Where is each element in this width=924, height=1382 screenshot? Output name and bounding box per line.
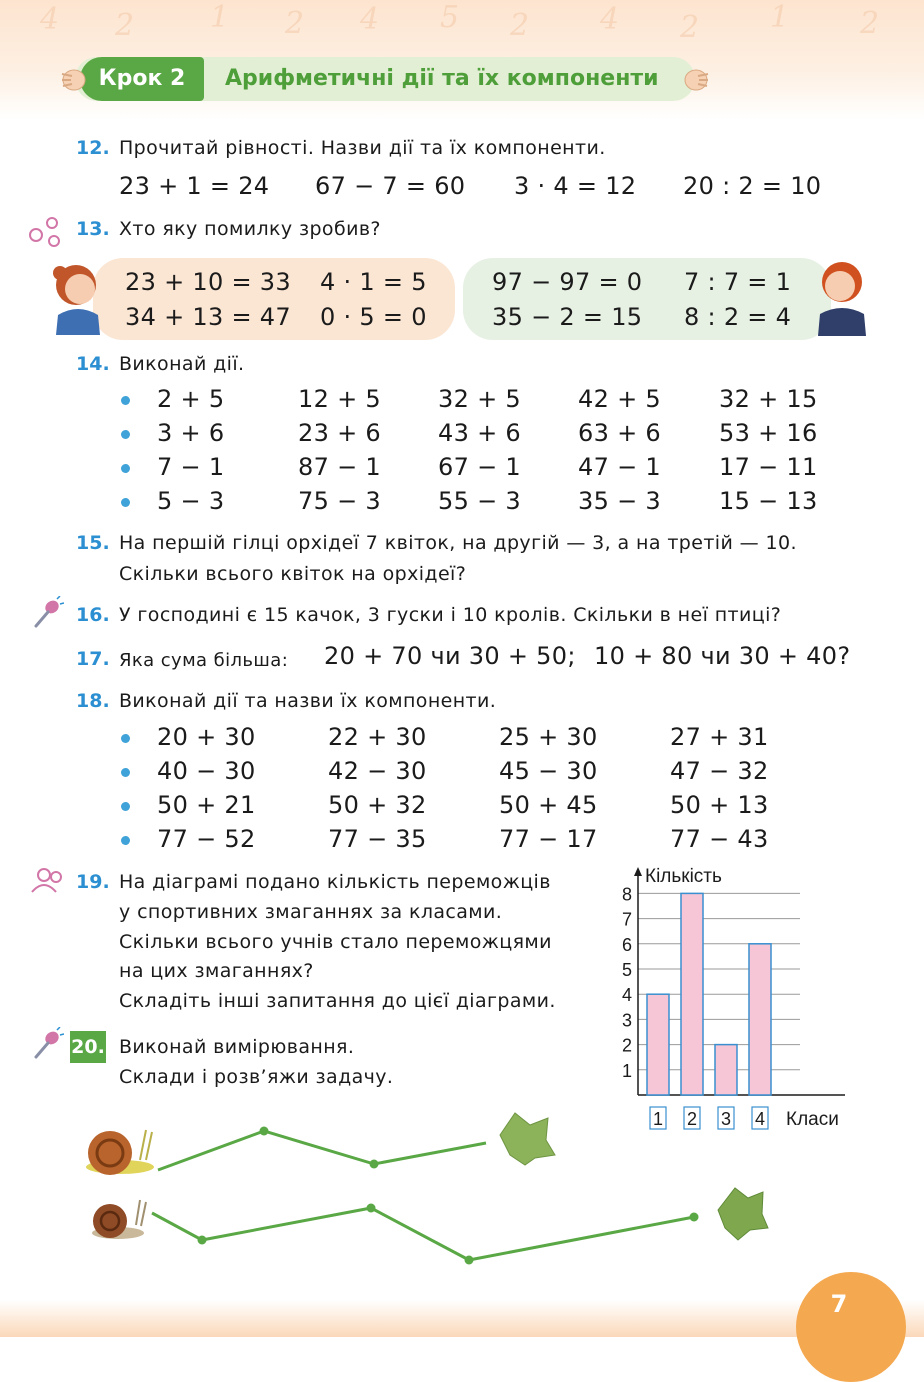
section-title: Арифметичні дії та їх компоненти <box>225 66 659 91</box>
exercise-expression: 35 − 3 <box>578 487 661 515</box>
task-number: 16. <box>76 604 110 626</box>
task-text: Виконай вимірювання. <box>119 1036 355 1058</box>
exercise-expression: 23 + 6 <box>298 419 381 447</box>
exercise-expression: 50 + 45 <box>499 791 598 819</box>
exercise-expression: 2 + 5 <box>157 385 225 413</box>
equation: 20 : 2 = 10 <box>683 172 822 200</box>
exercise-expression: 32 + 5 <box>438 385 521 413</box>
exercise-expression: 40 − 30 <box>157 757 256 785</box>
task-number: 14. <box>76 353 110 375</box>
exercise-expression: 5 − 3 <box>157 487 225 515</box>
exercise-expression: 43 + 6 <box>438 419 521 447</box>
equation: 3 · 4 = 12 <box>514 172 637 200</box>
bg-decoration: 5 <box>440 0 460 35</box>
task-number: 13. <box>76 218 110 240</box>
exercise-expression: 20 + 30 <box>157 723 256 751</box>
x-axis-label: Класи <box>786 1109 839 1130</box>
task-text: Склади і розв’яжи задачу. <box>119 1066 394 1088</box>
page-number-badge <box>796 1272 906 1382</box>
bg-decoration: 1 <box>770 0 790 35</box>
equation: 97 − 97 = 0 <box>492 268 643 296</box>
exercise-expression: 77 − 17 <box>499 825 598 853</box>
y-tick-label: 2 <box>621 1035 632 1056</box>
expression: 10 + 80 чи 30 + 40? <box>594 642 851 670</box>
snail-icon <box>92 1200 146 1239</box>
task-number: 17. <box>76 648 110 670</box>
exercise-expression: 12 + 5 <box>298 385 381 413</box>
exercise-expression: 15 − 13 <box>719 487 818 515</box>
bg-decoration: 2 <box>285 6 305 41</box>
task-text: Прочитай рівності. Назви дії та їх компоненти. <box>119 137 606 159</box>
task-text: на цих змаганнях? <box>119 960 314 982</box>
task-text: Скільки всього учнів стало переможцями <box>119 931 552 953</box>
task-text: Виконай дії. <box>119 353 245 375</box>
equation: 67 − 7 = 60 <box>315 172 466 200</box>
task-text: Хто яку помилку зробив? <box>119 218 381 240</box>
exercise-expression: 47 − 1 <box>578 453 661 481</box>
equation: 34 + 13 = 47 <box>125 303 291 331</box>
exercise-expression: 87 − 1 <box>298 453 381 481</box>
expression: 20 + 70 чи 30 + 50; <box>324 642 576 670</box>
exercise-expression: 75 − 3 <box>298 487 381 515</box>
bg-decoration: 2 <box>680 10 700 45</box>
task-number-highlighted: 20. <box>70 1031 106 1063</box>
exercise-expression: 50 + 21 <box>157 791 256 819</box>
task-text: У господині є 15 качок, 3 гуски і 10 кролів. Скільки в неї птиці? <box>119 604 782 626</box>
exercise-expression: 67 − 1 <box>438 453 521 481</box>
page-number: 7 <box>830 1290 848 1318</box>
exercise-expression: 7 − 1 <box>157 453 225 481</box>
bg-decoration: 1 <box>210 0 230 35</box>
exercise-expression: 47 − 32 <box>670 757 769 785</box>
y-tick-label: 6 <box>621 934 632 955</box>
task-text: Виконай дії та назви їх компоненти. <box>119 690 497 712</box>
exercise-expression: 17 − 11 <box>719 453 818 481</box>
exercise-expression: 3 + 6 <box>157 419 225 447</box>
y-tick-label: 3 <box>621 1010 632 1031</box>
x-tick-label: 2 <box>686 1109 698 1129</box>
exercise-expression: 25 + 30 <box>499 723 598 751</box>
equation: 8 : 2 = 4 <box>684 303 792 331</box>
y-tick-label: 5 <box>621 960 632 980</box>
task-text: Яка сума більша: <box>119 650 289 671</box>
exercise-expression: 77 − 43 <box>670 825 769 853</box>
equation: 7 : 7 = 1 <box>684 268 792 296</box>
x-tick-label: 1 <box>652 1109 664 1129</box>
x-tick-label: 3 <box>720 1109 732 1129</box>
equation: 4 · 1 = 5 <box>320 268 427 296</box>
exercise-expression: 42 + 5 <box>578 385 661 413</box>
exercise-expression: 63 + 6 <box>578 419 661 447</box>
y-tick-label: 7 <box>621 909 632 930</box>
bg-decoration: 4 <box>600 2 620 37</box>
task-text: На діаграмі подано кількість переможців <box>119 871 551 893</box>
exercise-expression: 32 + 15 <box>719 385 818 413</box>
leaf-icon <box>500 1113 555 1165</box>
task-number: 12. <box>76 137 110 159</box>
bg-decoration: 2 <box>115 8 135 43</box>
task-text: Складіть інші запитання до цієї діаграми. <box>119 990 556 1012</box>
bg-decoration: 4 <box>360 2 380 37</box>
snail-icon <box>86 1130 154 1175</box>
y-tick-label: 1 <box>621 1060 632 1081</box>
exercise-expression: 45 − 30 <box>499 757 598 785</box>
equation: 23 + 10 = 33 <box>125 268 291 296</box>
x-tick-label: 4 <box>754 1109 766 1129</box>
equation: 35 − 2 = 15 <box>492 303 643 331</box>
equation: 23 + 1 = 24 <box>119 172 270 200</box>
task-text: у спортивних змаганнях за класами. <box>119 901 503 923</box>
bg-decoration: 2 <box>510 8 530 43</box>
task-number: 18. <box>76 690 110 712</box>
exercise-expression: 27 + 31 <box>670 723 769 751</box>
exercise-expression: 77 − 35 <box>328 825 427 853</box>
exercise-expression: 22 + 30 <box>328 723 427 751</box>
bg-decoration: 4 <box>40 2 60 37</box>
footer-background <box>0 1300 924 1337</box>
exercise-expression: 50 + 32 <box>328 791 427 819</box>
exercise-expression: 55 − 3 <box>438 487 521 515</box>
step-label: Крок 2 <box>80 57 204 101</box>
task-number: 19. <box>76 871 110 893</box>
equation: 0 · 5 = 0 <box>320 303 427 331</box>
exercise-expression: 42 − 30 <box>328 757 427 785</box>
task-number: 15. <box>76 532 110 554</box>
y-tick-label: 8 <box>621 884 632 905</box>
exercise-expression: 53 + 16 <box>719 419 818 447</box>
task-text: Скільки всього квіток на орхідеї? <box>119 563 467 585</box>
y-axis-label: Кількість <box>645 866 722 887</box>
task-text: На першій гілці орхідеї 7 квіток, на другій — 3, а на третій — 10. <box>119 532 797 554</box>
y-tick-label: 4 <box>621 985 632 1006</box>
exercise-expression: 77 − 52 <box>157 825 256 853</box>
leaf-icon <box>718 1188 768 1240</box>
bg-decoration: 2 <box>860 6 880 41</box>
exercise-expression: 50 + 13 <box>670 791 769 819</box>
